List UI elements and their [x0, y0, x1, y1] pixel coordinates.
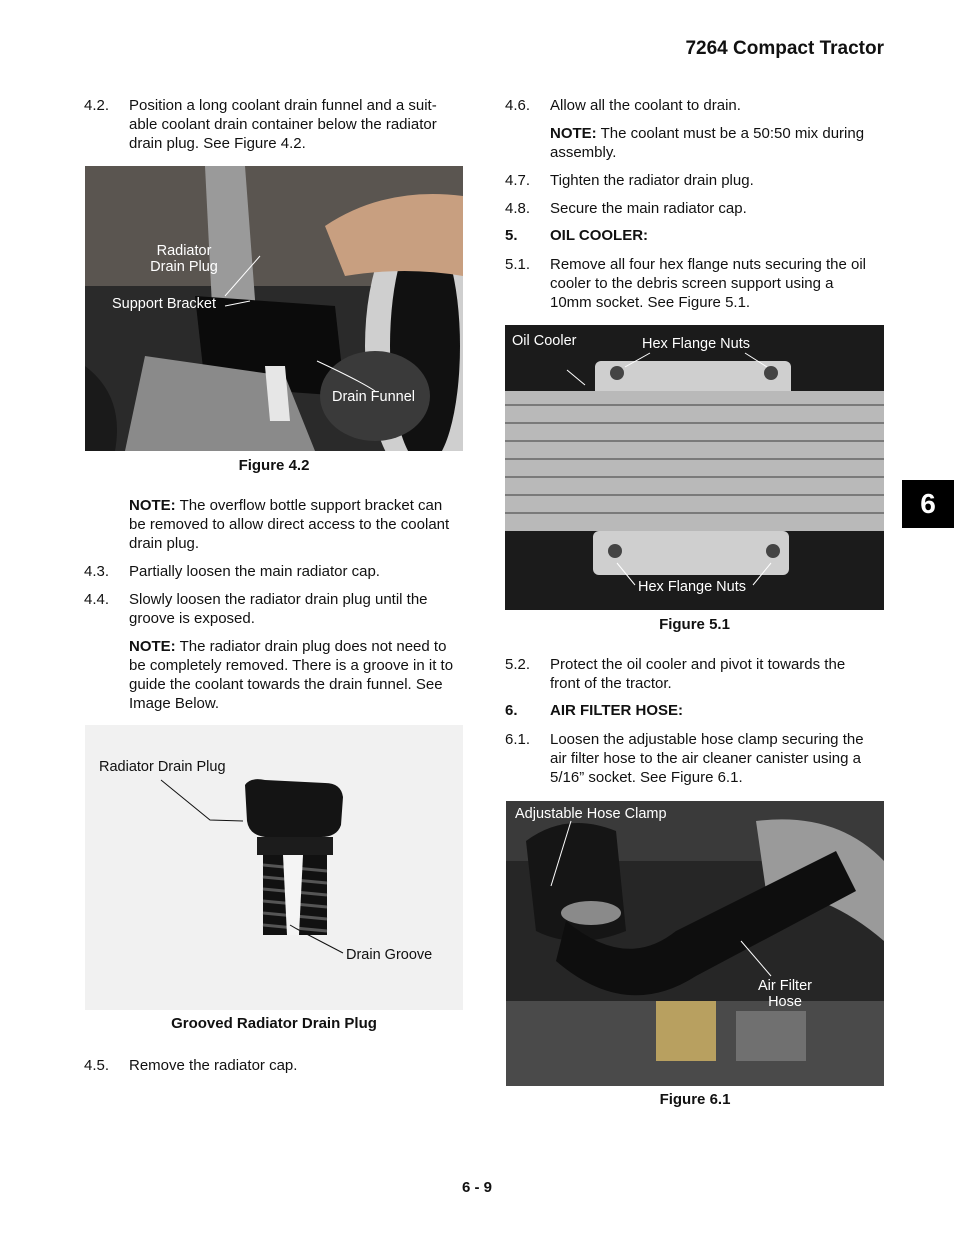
note-label: NOTE:: [129, 638, 176, 655]
label-hex-flange-nuts-top: Hex Flange Nuts: [642, 336, 750, 352]
note-line: assembly.: [550, 144, 617, 161]
step-text: Remove the radiator cap.: [129, 1057, 298, 1074]
note-line: The radiator drain plug does not need to: [175, 638, 447, 655]
oil-cooler-illustration: [505, 325, 884, 610]
step-line: able coolant drain container below the radiator: [129, 116, 437, 133]
label-drain-groove: Drain Groove: [346, 947, 433, 963]
step-number: 4.4.: [84, 591, 110, 608]
step-line: Remove all four hex flange nuts securing the oil: [550, 256, 867, 273]
note-line: be completely removed. There is a groove in it to: [129, 657, 454, 674]
step-line: Position a long coolant drain funnel and a suit-: [129, 97, 437, 114]
note-drain-plug: [129, 637, 469, 713]
step-number: 4.8.: [505, 200, 531, 217]
step-text: Partially loosen the main radiator cap.: [129, 563, 380, 580]
air-filter-hose-illustration: [506, 801, 884, 1086]
step-number: 5.1.: [505, 256, 531, 273]
label-drain-funnel: Drain Funnel: [332, 389, 416, 405]
step-line: groove is exposed.: [129, 610, 255, 627]
step-number: 4.6.: [505, 97, 531, 114]
figure-5-1-photo: [505, 325, 884, 610]
step-number: 6.1.: [505, 731, 531, 748]
step-number: 4.2.: [84, 97, 110, 114]
step-number: 4.3.: [84, 563, 110, 580]
note-label: NOTE:: [129, 497, 176, 514]
note-line: The coolant must be a 50:50 mix during: [596, 125, 865, 142]
step-number: 4.7.: [505, 172, 531, 189]
grooved-plug-photo: [85, 725, 463, 1010]
label-line: Radiator: [156, 243, 212, 259]
step-line: Protect the oil cooler and pivot it towards the: [550, 656, 846, 673]
section-oil-cooler: [505, 227, 885, 246]
figure-4-2-caption: Figure 4.2: [238, 457, 310, 474]
step-line: Loosen the adjustable hose clamp securing the: [550, 731, 864, 748]
figure-4-2-photo: [85, 166, 463, 451]
chapter-tab: 6: [902, 480, 954, 528]
note-line: Image Below.: [129, 695, 220, 712]
grooved-plug-caption: Grooved Radiator Drain Plug: [171, 1015, 377, 1032]
label-radiator-drain-plug-2: Radiator Drain Plug: [99, 759, 226, 775]
section-number: 5.: [505, 227, 518, 244]
section-air-filter-hose: [505, 702, 885, 721]
label-air-filter-hose: [750, 978, 820, 1010]
note-line: drain plug.: [129, 535, 200, 552]
note-line: guide the coolant towards the drain funnel. See: [129, 676, 443, 693]
step-number: 5.2.: [505, 656, 531, 673]
step-line: front of the tractor.: [550, 675, 672, 692]
step-line: Slowly loosen the radiator drain plug until the: [129, 591, 428, 608]
figure-6-1-photo: [506, 801, 884, 1086]
step-line: drain plug. See Figure 4.2.: [129, 135, 306, 152]
page-number: 6 - 9: [461, 1179, 492, 1196]
label-support-bracket: Support Bracket: [112, 296, 216, 312]
figure-6-1-caption: Figure 6.1: [659, 1091, 731, 1108]
step-line: cooler to the debris screen support using a: [550, 275, 834, 292]
label-line: Drain Plug: [150, 259, 218, 275]
label-radiator-drain-plug: [140, 243, 228, 275]
page-header-title: 7264 Compact Tractor: [685, 38, 884, 59]
note-overflow-bracket: [129, 496, 469, 553]
step-text: Secure the main radiator cap.: [550, 200, 747, 217]
note-line: The overflow bottle support bracket can: [175, 497, 443, 514]
note-coolant-mix: [550, 124, 890, 162]
note-label: NOTE:: [550, 125, 597, 142]
label-line: Hose: [768, 994, 802, 1010]
label-adjustable-hose-clamp: Adjustable Hose Clamp: [515, 806, 667, 822]
label-oil-cooler: Oil Cooler: [512, 333, 577, 349]
figure-5-1-caption: Figure 5.1: [659, 616, 730, 633]
step-line: 10mm socket. See Figure 5.1.: [550, 294, 751, 311]
step-number: 4.5.: [84, 1057, 110, 1074]
section-title: OIL COOLER:: [550, 227, 649, 244]
step-line: air filter hose to the air cleaner canister using a: [550, 750, 861, 767]
label-line: Air Filter: [758, 978, 812, 994]
section-number: 6.: [505, 702, 518, 719]
section-title: AIR FILTER HOSE:: [550, 702, 684, 719]
label-hex-flange-nuts-bottom: Hex Flange Nuts: [638, 579, 746, 595]
step-text: Tighten the radiator drain plug.: [550, 172, 754, 189]
step-text: Allow all the coolant to drain.: [550, 97, 741, 114]
step-line: 5/16” socket. See Figure 6.1.: [550, 769, 743, 786]
note-line: be removed to allow direct access to the coolant: [129, 516, 450, 533]
